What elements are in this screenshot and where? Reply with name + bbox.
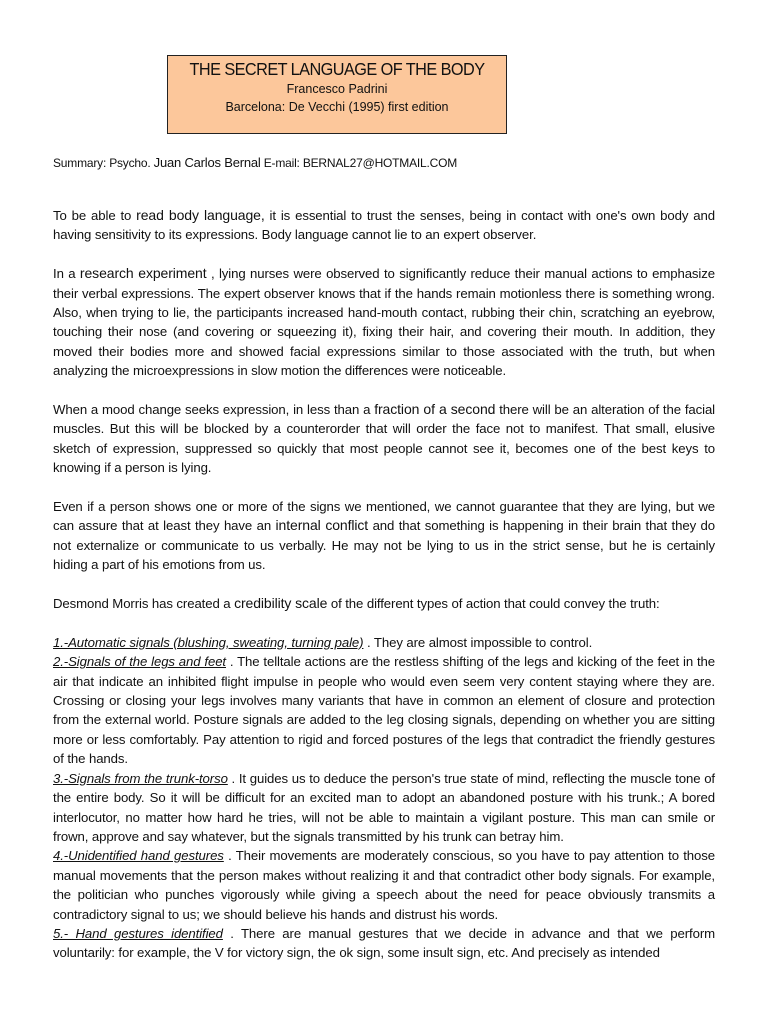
text: To be able to — [53, 208, 137, 223]
keyword: research experiment — [79, 265, 207, 282]
list-item — [53, 846, 715, 924]
keyword: credibility scale — [234, 595, 328, 612]
item-text: . The telltale actions are the restless shifting of the legs and kicking of the feet in the air that indicate an inhibited flight impulse in people who would even seem very content staying where they are. Crossing or closing your legs involves many variants that have in common an element of closure and protection from the external world. Posture signals are added to the leg closing signals, depending on whether you are sitting more or less comfortably. Pay attention to rigid and forced postures of the legs that contradict the friendly gestures of the hands. — [53, 654, 715, 767]
item-text: . There are manual gestures that we decide in advance and that we perform voluntarily: for example, the V for victory sign, the ok sign, some insult sign, etc. And precisely as intended — [53, 925, 715, 961]
summary-email: E-mail: BERNAL27@HOTMAIL.COM — [263, 156, 458, 170]
paragraph-4 — [53, 497, 715, 575]
item-title: 3.-Signals from the trunk-torso — [53, 770, 228, 786]
list-item — [53, 924, 715, 963]
list-item — [53, 769, 715, 847]
item-text: . It guides us to deduce the person's true state of mind, reflecting the muscle tone of the entire body. So it will be difficult for an excited man to adopt an abandoned posture with his trunk.; A bored interlocutor, no matter how hard he tries, will not be able to maintain a vigilant posture. This man can smile or frown, approve and say whatever, but the signals transmitted by his trunk can betray him. — [53, 770, 715, 844]
text: it is essential to trust the senses, being in contact with one's own body and having sensitivity to its expressions. Body language cannot lie to an expert observer. — [53, 208, 715, 243]
text: there will be an alteration of the facial muscles. But this will be blocked by a counterorder that will order the face not to manifest. That small, elusive sketch of expression, suppressed so quickly that most people cannot see it, becomes one of the best keys to knowing if a person is lying. — [53, 402, 716, 476]
text: Desmond Morris has created a — [53, 596, 235, 612]
item-title: 4.-Unidentified hand gestures — [53, 848, 224, 864]
item-text: . Their movements are moderately conscious, so you have to pay attention to those manual movements that the person makes without realizing it and that contradict other body signals. For example, the politician who punches vigorously while giving a speech about the need for peace obviously transmits a contradictory signal to us; we should believe his hands and distrust his words. — [53, 848, 715, 922]
author: Francesco Padrini — [286, 82, 388, 96]
item-title: 5.- Hand gestures identified — [53, 925, 223, 941]
item-title: 2.-Signals of the legs and feet — [53, 654, 226, 670]
item-text: . They are almost impossible to control. — [363, 634, 593, 650]
text: and that something is happening in their brain that they do not externalize or communicate to us verbally. He may not be lying to us in the strict sense, but he is certainly hiding a part of his emotions from us. — [53, 518, 716, 573]
text: In a — [53, 266, 80, 282]
publisher: Barcelona: De Vecchi (1995) first edition — [225, 100, 449, 114]
keyword: read body language, — [136, 207, 265, 223]
document-body — [53, 206, 715, 963]
paragraph-1 — [53, 206, 715, 245]
summary-prefix: Summary: Psycho. — [53, 156, 151, 170]
text: When a mood change seeks expression, in less than a — [53, 402, 375, 418]
text: Even if a person shows one or more of the signs we mentioned, we cannot guarantee that they are lying, but we can assure that at least they have an — [53, 499, 715, 534]
paragraph-5 — [53, 594, 715, 613]
text: , lying nurses were observed to significantly reduce their manual actions to emphasize their verbal expressions. The expert observer knows that if the hands remain motionless there is something wrong. Also, when trying to lie, the participants increased hand-mouth contact, rubbing their chin, scratching an eyebrow, touching their nose (and covering or squeezing it), fixing their hair, and covering their mouth. In addition, they moved their bodies more and showed facial expressions similar to those associated with the truth, but when analyzing the microexpressions in slow motion the differences were noticeable. — [53, 266, 715, 379]
list-item — [53, 633, 715, 652]
title-box — [167, 55, 507, 134]
keyword: internal conflict — [275, 517, 369, 534]
summary-author: Juan Carlos Bernal — [153, 155, 261, 170]
item-title: 1.-Automatic signals (blushing, sweating, turning pale) — [53, 634, 364, 650]
paragraph-2 — [53, 264, 715, 380]
text: of the different types of action that could convey the truth: — [327, 596, 660, 612]
document-title: THE SECRET LANGUAGE OF THE BODY — [189, 59, 485, 79]
keyword: fraction of a second — [374, 401, 496, 418]
list-item — [53, 652, 715, 768]
summary-line — [53, 155, 457, 170]
paragraph-3 — [53, 400, 715, 478]
